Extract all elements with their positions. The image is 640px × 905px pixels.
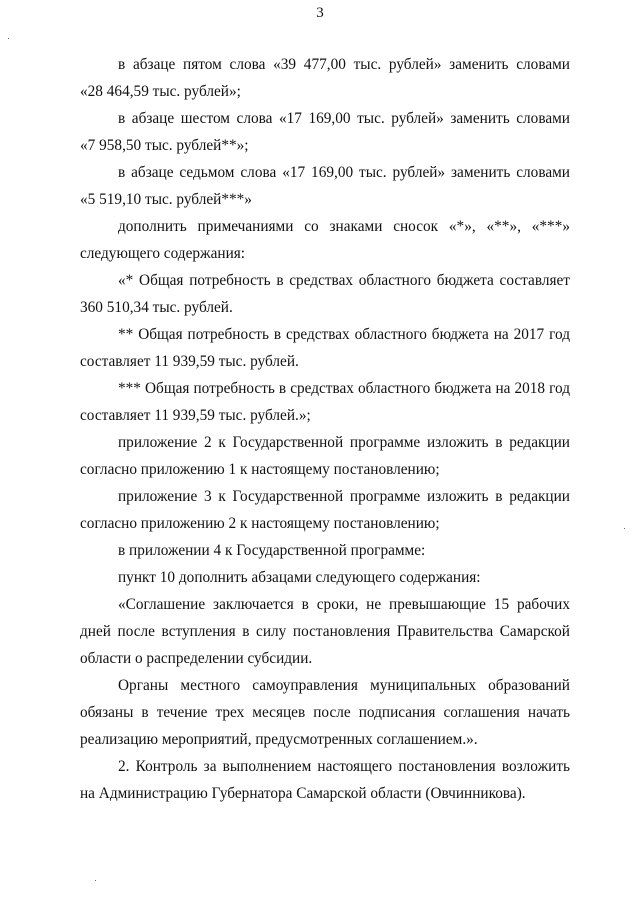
text-line: 360 510,34 тыс. рублей. bbox=[80, 299, 233, 316]
text-line: составляет 11 939,59 тыс. рублей.»; bbox=[80, 407, 311, 424]
text-line: приложение 2 к Государственной программе изложить в редакции bbox=[118, 434, 570, 451]
text-line: согласно приложению 1 к настоящему постановлению; bbox=[80, 461, 440, 478]
text-line: в абзаце шестом слова «17 169,00 тыс. рублей» заменить словами bbox=[118, 110, 570, 127]
page-number: 3 bbox=[316, 5, 324, 21]
text-line: «5 519,10 тыс. рублей***» bbox=[80, 191, 252, 208]
text-line: Органы местного самоуправления муниципальных образований bbox=[118, 677, 570, 694]
text-line: *** Общая потребность в средствах областного бюджета на 2018 год bbox=[118, 380, 570, 397]
text-line: «28 464,59 тыс. рублей»; bbox=[80, 83, 241, 100]
text-line: «7 958,50 тыс. рублей**»; bbox=[80, 137, 249, 154]
text-line: приложение 3 к Государственной программе изложить в редакции bbox=[118, 488, 570, 505]
text-line: «* Общая потребность в средствах областного бюджета составляет bbox=[118, 272, 570, 289]
scan-speck bbox=[95, 880, 96, 881]
scan-speck bbox=[624, 528, 625, 529]
text-line: дополнить примечаниями со знаками сносок «*», «**», «***» bbox=[118, 218, 570, 235]
scan-speck bbox=[8, 38, 9, 39]
text-line: в абзаце седьмом слова «17 169,00 тыс. рублей» заменить словами bbox=[118, 164, 570, 181]
text-line: на Администрацию Губернатора Самарской области (Овчинникова). bbox=[80, 785, 526, 802]
text-line: согласно приложению 2 к настоящему постановлению; bbox=[80, 515, 440, 532]
text-line: в абзаце пятом слова «39 477,00 тыс. рублей» заменить словами bbox=[118, 56, 570, 73]
text-line: обязаны в течение трех месяцев после подписания соглашения начать bbox=[80, 704, 570, 721]
text-line: 2. Контроль за выполнением настоящего постановления возложить bbox=[118, 758, 570, 775]
text-line: дней после вступления в силу постановления Правительства Самарской bbox=[80, 623, 570, 640]
text-line: следующего содержания: bbox=[80, 245, 246, 262]
text-line: пункт 10 дополнить абзацами следующего содержания: bbox=[118, 569, 481, 586]
text-line: в приложении 4 к Государственной программе: bbox=[118, 542, 426, 559]
text-line: «Соглашение заключается в сроки, не превышающие 15 рабочих bbox=[118, 596, 570, 613]
text-line: области о распределении субсидии. bbox=[80, 650, 313, 667]
text-line: реализацию мероприятий, предусмотренных соглашением.». bbox=[80, 731, 478, 748]
text-line: составляет 11 939,59 тыс. рублей. bbox=[80, 353, 299, 370]
text-line: ** Общая потребность в средствах областного бюджета на 2017 год bbox=[118, 326, 570, 343]
